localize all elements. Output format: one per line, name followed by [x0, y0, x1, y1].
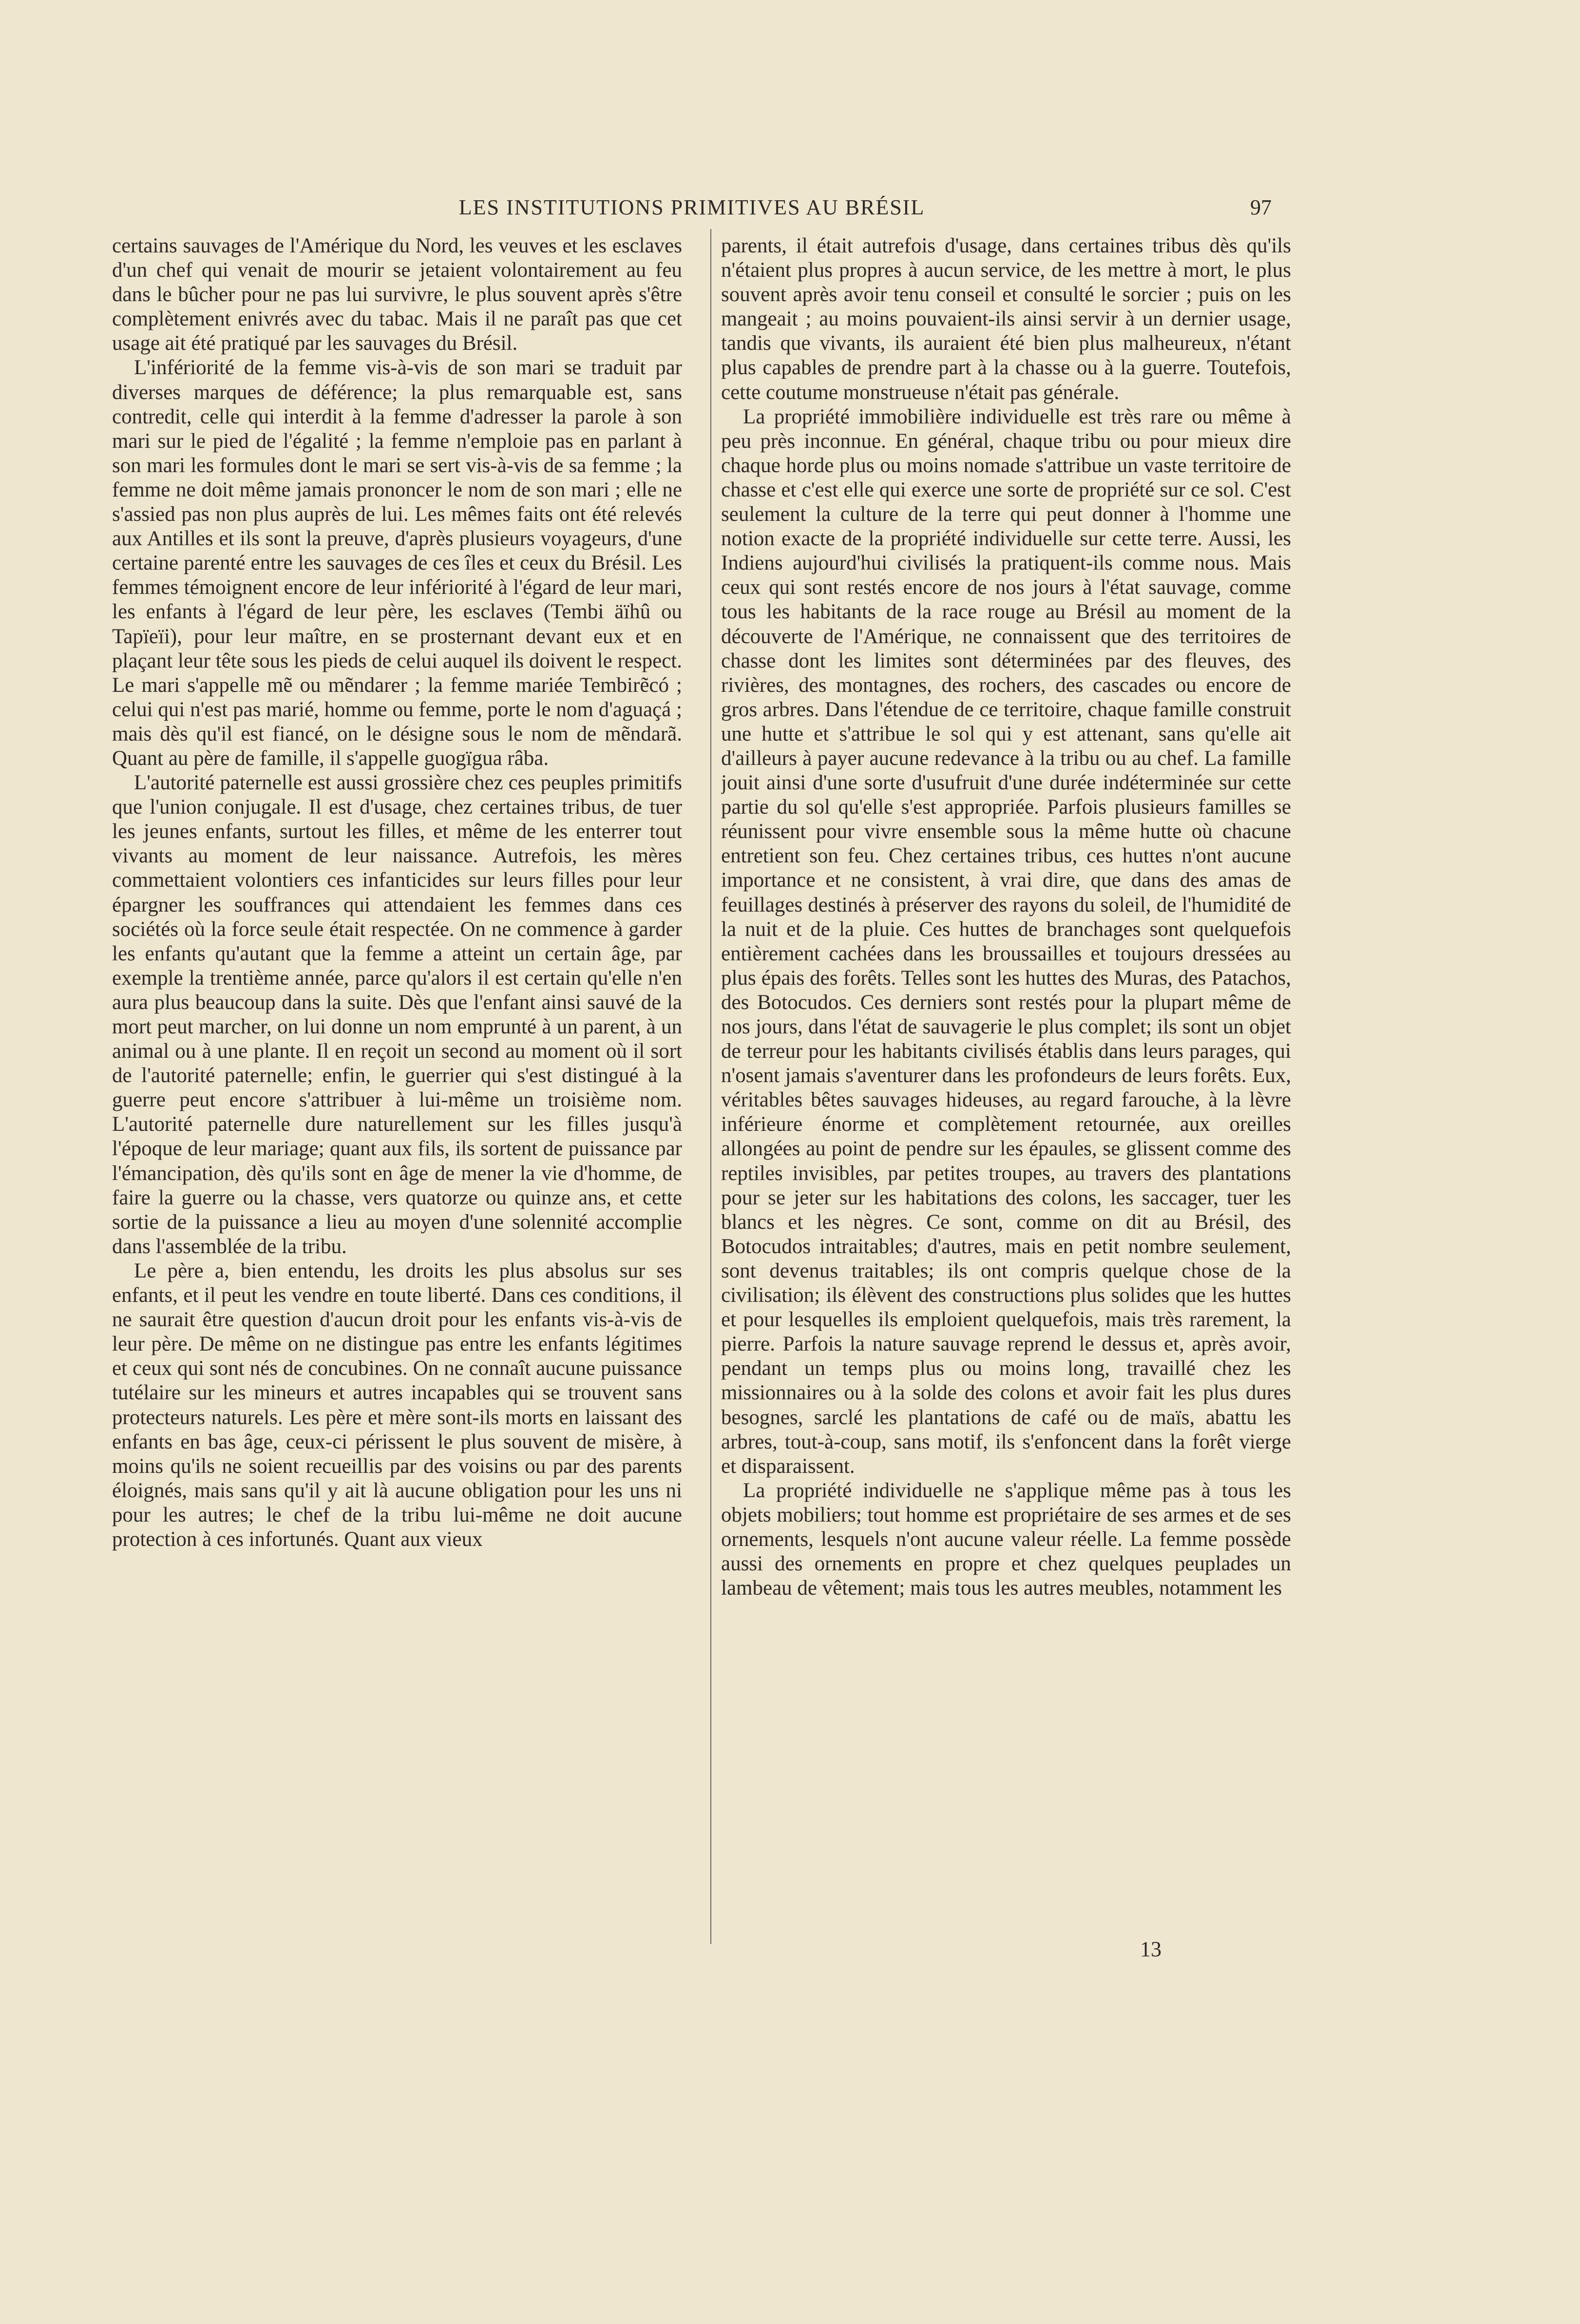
running-head: LES INSTITUTIONS PRIMITIVES AU BRÉSIL: [458, 195, 925, 219]
paragraph: La propriété immobilière individuelle est très rare ou même à peu près inconnue. En général, chaque tribu ou pour mieux dire chaque horde plus ou moins nomade s'attribue un vaste territoire de chasse et c'est elle qui exerce une sorte de propriété sur ce sol. C'est seulement la culture de la terre qui peut donner à l'homme une notion exacte de la propriété individuelle sur cette terre. Aussi, les Indiens aujourd'hui civilisés la pratiquent-ils comme nous. Mais ceux qui sont restés encore de nos jours à l'état sauvage, comme tous les habitants de la race rouge au Brésil au moment de la découverte de l'Amérique, ne connaissent que des territoires de chasse dont les limites sont déterminées par des fleuves, des rivières, des montagnes, des rochers, des cascades ou encore de gros arbres. Dans l'étendue de ce territoire, chaque famille construit une hutte et s'attribue le sol qui y est attenant, sans qu'elle ait d'ailleurs à payer aucune redevance à la tribu ou au chef. La famille jouit ainsi d'une sorte d'usufruit d'une durée indéterminée sur cette partie du sol qu'elle s'est appropriée. Parfois plusieurs familles se réunissent pour vivre ensemble sous la même hutte où chacune entretient son feu. Chez certaines tribus, ces huttes n'ont aucune importance et ne consistent, à vrai dire, que dans des amas de feuillages destinés à préserver des rayons du soleil, de l'humidité de la nuit et de la pluie. Ces huttes de branchages sont quelquefois entièrement cachées dans les broussailles et toujours dressées au plus épais des forêts. Telles sont les huttes des Muras, des Patachos, des Botocudos. Ces derniers sont restés pour la plupart même de nos jours, dans l'état de sauvagerie le plus complet; ils sont un objet de terreur pour les habitants civilisés établis dans leurs parages, qui n'osent jamais s'aventurer dans les profondeurs de leurs forêts. Eux, véritables bêtes sauvages hideuses, au regard farouche, à la lèvre inférieure énorme et complètement retournée, aux oreilles allongées au point de pendre sur les épaules, se glissent comme des reptiles invisibles, par petites troupes, au travers des plantations pour se jeter sur les habitations des colons, les saccager, tuer les blancs et les nègres. Ce sont, comme on dit au Brésil, des Botocudos intraitables; d'autres, mais en petit nombre seulement, sont devenus traitables; ils ont compris quelque chose de la civilisation; ils élèvent des constructions plus solides que les huttes et pour lesquelles ils emploient quelquefois, mais très rarement, la pierre. Parfois la nature sauvage reprend le dessus et, après avoir, pendant un temps plus ou moins long, travaillé chez les missionnaires ou à la solde des colons et avoir fait les plus dures besognes, sarclé les plantations de café ou de maïs, abattu les arbres, tout-à-coup, sans motif, ils s'enfoncent dans la forêt vierge et disparaissent.: [721, 405, 1291, 1478]
column-divider: [710, 229, 711, 1944]
paragraph: Le père a, bien entendu, les droits les plus absolus sur ses enfants, et il peut les vendre en toute liberté. Dans ces conditions, il ne saurait être question d'aucun droit pour les enfants vis-à-vis de leur père. De même on ne distingue pas entre les enfants légitimes et ceux qui sont nés de concubines. On ne connaît aucune puissance tutélaire sur les mineurs et autres incapables qui se trouvent sans protecteurs naturels. Les père et mère sont-ils morts en laissant des enfants en bas âge, ceux-ci périssent le plus souvent de misère, à moins qu'ils ne soient recueillis par des voisins ou par des parents éloignés, mais sans qu'il y ait là aucune obligation pour les uns ni pour les autres; le chef de la tribu lui-même ne doit aucune protection à ces infortunés. Quant aux vieux: [112, 1259, 682, 1551]
paragraph: certains sauvages de l'Amérique du Nord, les veuves et les esclaves d'un chef qui venait de mourir se jetaient volontairement au feu dans le bûcher pour ne pas lui survivre, le plus souvent après s'être complètement enivrés avec du tabac. Mais il ne paraît pas que cet usage ait été pratiqué par les sauvages du Brésil.: [112, 234, 682, 355]
page-header: [112, 195, 1272, 234]
paragraph: parents, il était autrefois d'usage, dans certaines tribus dès qu'ils n'étaient plus propres à aucun service, de les mettre à mort, le plus souvent après avoir tenu conseil et consulté le sorcier ; puis on les mangeait ; au moins pouvaient-ils ainsi servir à un dernier usage, tandis que vivants, ils auraient été bien plus malheureux, n'étant plus capables de prendre part à la chasse ou à la guerre. Toutefois, cette coutume monstrueuse n'était pas générale.: [721, 234, 1291, 404]
paragraph: L'autorité paternelle est aussi grossière chez ces peuples primitifs que l'union conjugale. Il est d'usage, chez certaines tribus, de tuer les jeunes enfants, surtout les filles, et même de les enterrer tout vivants au moment de leur naissance. Autrefois, les mères commettaient volontiers ces infanticides sur leurs filles pour leur épargner les souffrances qui attendaient les femmes dans ces sociétés où la force seule était respectée. On ne commence à garder les enfants qu'autant que la femme a atteint un certain âge, par exemple la trentième année, parce qu'alors il est certain qu'elle n'en aura plus beaucoup dans la suite. Dès que l'enfant ainsi sauvé de la mort peut marcher, on lui donne un nom emprunté à un parent, à un animal ou à une plante. Il en reçoit un second au moment où il sort de l'autorité paternelle; enfin, le guerrier qui s'est distingué à la guerre peut encore s'attribuer à lui-même un troisième nom. L'autorité paternelle dure naturellement sur les filles jusqu'à l'époque de leur mariage; quant aux fils, ils sortent de puissance par l'émancipation, dès qu'ils sont en âge de mener la vie d'homme, de faire la guerre ou la chasse, vers quatorze ou quinze ans, et cette sortie de la puissance a lieu au moyen d'une solennité accomplie dans l'assemblée de la tribu.: [112, 771, 682, 1258]
right-column: [721, 234, 1291, 1959]
signature-mark: 13: [1140, 1937, 1161, 1961]
paragraph: L'infériorité de la femme vis-à-vis de son mari se traduit par diverses marques de déférence; la plus remarquable est, sans contredit, celle qui interdit à la femme d'adresser la parole à son mari sur le pied de l'égalité ; la femme n'emploie pas en parlant à son mari les formules dont le mari se sert vis-à-vis de sa femme ; la femme ne doit même jamais prononcer le nom de son mari ; elle ne s'assied pas non plus auprès de lui. Les mêmes faits ont été relevés aux Antilles et ils sont la preuve, d'après plusieurs voyageurs, d'une certaine parenté entre les sauvages de ces îles et ceux du Brésil. Les femmes témoignent encore de leur infériorité à l'égard de leur mari, les enfants à l'égard de leur père, les esclaves (Tembi äïhû ou Tapïeïi), pour leur maître, en se prosternant devant eux et en plaçant leur tête sous les pieds de celui auquel ils doivent le respect. Le mari s'appelle mẽ ou mẽndarer ; la femme mariée Tembirẽcó ; celui qui n'est pas marié, homme ou femme, porte le nom d'aguaçá ; mais dès qu'il est fiancé, on le désigne sous le nom de mẽndarã. Quant au père de famille, il s'appelle guogïgua râba.: [112, 356, 682, 770]
paragraph: La propriété individuelle ne s'applique même pas à tous les objets mobiliers; tout homme est propriétaire de ses armes et de ses ornements, lesquels n'ont aucune valeur réelle. La femme possède aussi des ornements en propre et chez quelques peuplades un lambeau de vêtement; mais tous les autres meubles, notamment les: [721, 1479, 1291, 1600]
left-column: [112, 234, 682, 1959]
page-number: 97: [1250, 195, 1272, 219]
